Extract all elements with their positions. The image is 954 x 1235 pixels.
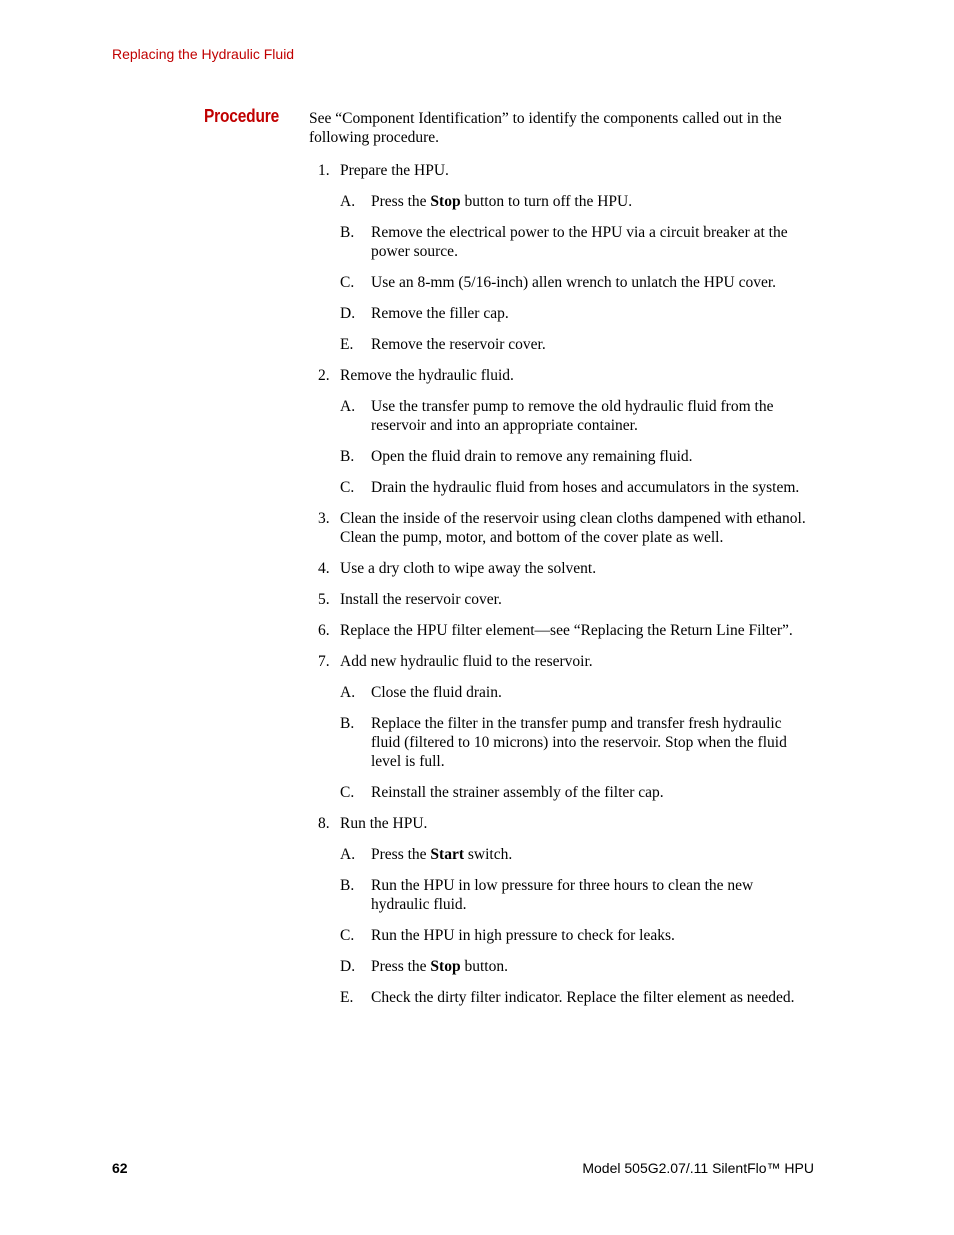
step-text: Prepare the HPU. [340,162,449,179]
substep-letter: C. [340,927,355,944]
substep-text: Use the transfer pump to remove the old hydraulic fluid from the reservoir and into an appropriate container. [371,398,774,434]
procedure-substep [340,223,814,261]
procedure-step [309,590,814,609]
procedure-steps [309,161,814,1007]
step-number: 1. [318,162,330,179]
section-heading: Procedure [204,106,280,126]
substep-letter: E. [340,989,354,1006]
substep-letter: B. [340,224,355,241]
substep-letter: D. [340,958,356,975]
procedure-substep [340,683,814,702]
substep-letter: A. [340,846,356,863]
step-text: Use a dry cloth to wipe away the solvent. [340,560,597,577]
step-number: 5. [318,591,330,608]
procedure-step [309,509,814,547]
substep-letter: D. [340,305,356,322]
substep-text: Remove the filler cap. [371,305,509,322]
body-text [309,109,814,1019]
substep-text: button. [460,958,508,975]
substep-letter: E. [340,336,354,353]
procedure-substep [340,273,814,292]
substep-text: Use an 8-mm (5/16-inch) allen wrench to unlatch the HPU cover. [371,274,777,291]
procedure-substep [340,926,814,945]
substep-letter: B. [340,715,355,732]
substep-letter: B. [340,877,355,894]
step-text: Run the HPU. [340,815,428,832]
step-text: Remove the hydraulic fluid. [340,367,514,384]
procedure-step [309,559,814,578]
substep-letter: A. [340,398,356,415]
step-number: 7. [318,653,330,670]
substep-list [340,397,814,497]
substep-text: Drain the hydraulic fluid from hoses and accumulators in the system. [371,479,800,496]
procedure-substep [340,304,814,323]
step-text: Replace the HPU filter element—see “Replacing the Return Line Filter”. [340,622,793,639]
substep-list [340,683,814,802]
procedure-substep [340,478,814,497]
intro-paragraph: See “Component Identification” to identify the components called out in the following procedure. [309,110,782,146]
button-name: Start [430,846,464,863]
substep-list [340,192,814,354]
substep-letter: C. [340,479,355,496]
procedure-step [309,652,814,802]
step-number: 8. [318,815,330,832]
page-number: 62 [112,1160,128,1176]
procedure-substep [340,714,814,771]
substep-list [340,845,814,1007]
procedure-step [309,621,814,640]
step-text: Add new hydraulic fluid to the reservoir. [340,653,593,670]
substep-letter: C. [340,274,355,291]
substep-text: Reinstall the strainer assembly of the filter cap. [371,784,664,801]
procedure-substep [340,988,814,1007]
substep-text: Open the fluid drain to remove any remaining fluid. [371,448,693,465]
substep-text: Press the [371,958,431,975]
substep-text: Check the dirty filter indicator. Replace the filter element as needed. [371,989,795,1006]
button-name: Stop [430,193,461,210]
step-text: Install the reservoir cover. [340,591,502,608]
procedure-substep [340,845,814,864]
procedure-substep [340,783,814,802]
step-number: 6. [318,622,330,639]
substep-text: Remove the reservoir cover. [371,336,546,353]
substep-letter: A. [340,193,356,210]
substep-text: Remove the electrical power to the HPU via a circuit breaker at the power source. [371,224,788,260]
step-number: 2. [318,367,330,384]
substep-text: Run the HPU in low pressure for three hours to clean the new hydraulic fluid. [371,877,754,913]
substep-text: Press the [371,193,431,210]
procedure-substep [340,447,814,466]
procedure-step [309,814,814,1007]
substep-letter: B. [340,448,355,465]
substep-text: switch. [464,846,513,863]
substep-text: Replace the filter in the transfer pump and transfer fresh hydraulic fluid (filtered to 10 microns) into the reservoir. Stop when the fluid level is full. [371,715,787,770]
procedure-substep [340,335,814,354]
substep-text: Run the HPU in high pressure to check for leaks. [371,927,675,944]
procedure-step [309,161,814,354]
substep-text: Press the [371,846,431,863]
step-number: 4. [318,560,330,577]
footer-model: Model 505G2.07/.11 SilentFlo™ HPU [582,1160,814,1176]
running-header: Replacing the Hydraulic Fluid [112,46,295,62]
step-number: 3. [318,510,330,527]
substep-letter: A. [340,684,356,701]
procedure-substep [340,192,814,211]
procedure-step [309,366,814,497]
substep-letter: C. [340,784,355,801]
procedure-substep [340,957,814,976]
procedure-substep [340,397,814,435]
substep-text: button to turn off the HPU. [460,193,633,210]
substep-text: Close the fluid drain. [371,684,502,701]
procedure-substep [340,876,814,914]
button-name: Stop [430,958,461,975]
step-text: Clean the inside of the reservoir using clean cloths dampened with ethanol. Clean the pump, motor, and bottom of the cover plate as well. [340,510,806,546]
